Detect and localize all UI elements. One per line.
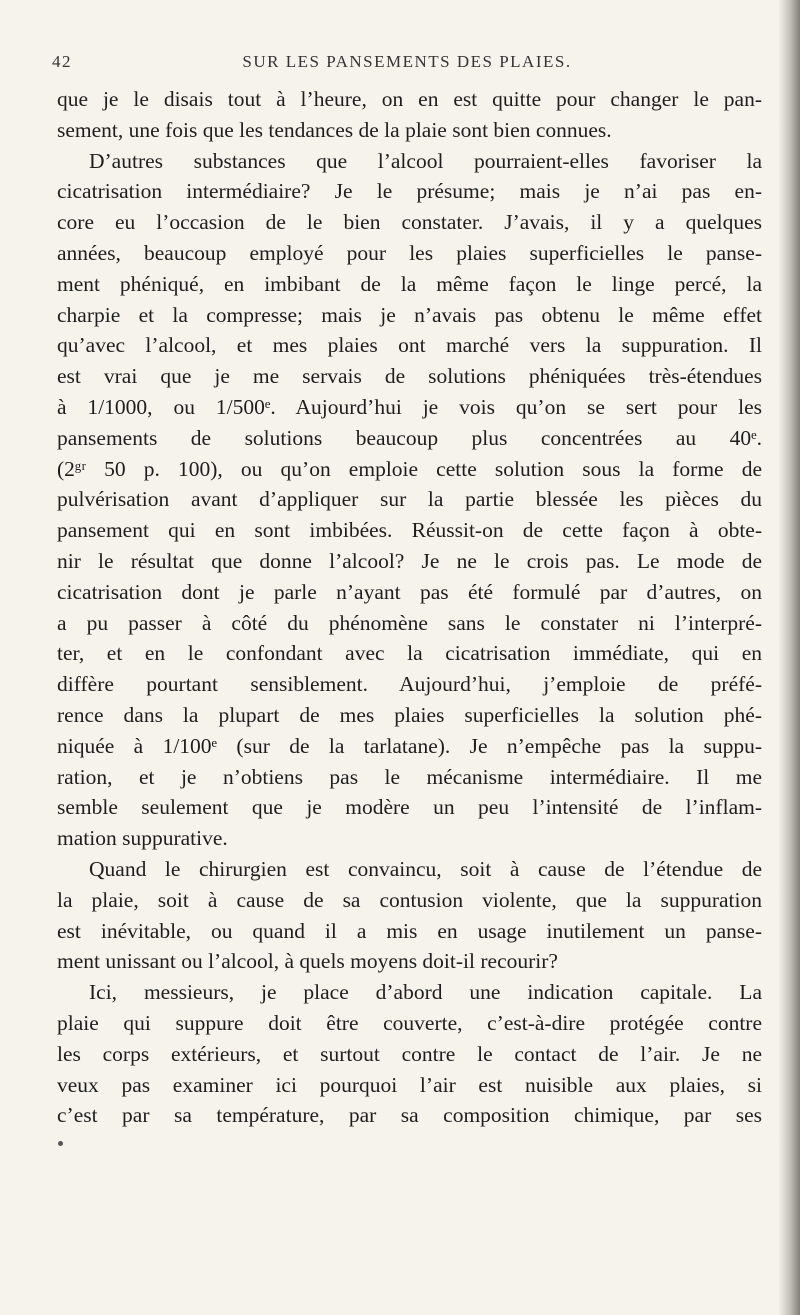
page-header [52, 52, 762, 78]
text-line: (2ᵍʳ 50 p. 100), ou qu’on emploie cette solution sous la forme de [57, 456, 762, 481]
text-line: charpie et la compresse; mais je n’avais pas obtenu le même effet [57, 302, 762, 327]
text-line: Ici, messieurs, je place d’abord une indication capitale. La [89, 980, 762, 1005]
text-line: pansement qui en sont imbibées. Réussit-on de cette façon à obte- [57, 518, 762, 543]
text-line: est vrai que je me servais de solutions phéniquées très-étendues [57, 364, 762, 389]
text-line: qu’avec l’alcool, et mes plaies ont marché vers la suppuration. Il [57, 333, 762, 358]
body-text [57, 84, 762, 1131]
text-line: niquée à 1/100ᵉ (sur de la tarlatane). Je n’empêche pas la suppu- [57, 733, 762, 758]
running-title: SUR LES PANSEMENTS DES PLAIES. [242, 52, 572, 71]
text-line: est inévitable, ou quand il a mis en usage inutilement un panse- [57, 918, 762, 943]
text-line: la plaie, soit à cause de sa contusion violente, que la suppuration [57, 887, 762, 912]
ink-speck [58, 1141, 63, 1146]
text-line: nir le résultat que donne l’alcool? Je ne le crois pas. Le mode de [57, 548, 762, 573]
page-number: 42 [52, 52, 72, 71]
text-line: ment phéniqué, en imbibant de la même façon le linge percé, la [57, 271, 762, 296]
page-edge-shadow [778, 0, 800, 1315]
text-line: cicatrisation intermédiaire? Je le présume; mais je n’ai pas en- [57, 179, 762, 204]
text-line: sement, une fois que les tendances de la plaie sont bien connues. [57, 117, 612, 142]
text-line: pansements de solutions beaucoup plus concentrées au 40ᵉ. [57, 425, 762, 450]
text-line: diffère pourtant sensiblement. Aujourd’hui, j’emploie de préfé- [57, 672, 762, 697]
text-line: les corps extérieurs, et surtout contre le contact de l’air. Je ne [57, 1041, 762, 1066]
text-line: années, beaucoup employé pour les plaies superficielles le panse- [57, 240, 762, 265]
text-line: ment unissant ou l’alcool, à quels moyens doit-il recourir? [57, 949, 558, 974]
text-line: D’autres substances que l’alcool pourraient-elles favoriser la [89, 148, 762, 173]
text-line: a pu passer à côté du phénomène sans le constater ni l’interpré- [57, 610, 762, 635]
text-line: que je le disais tout à l’heure, on en est quitte pour changer le pan- [57, 87, 762, 111]
text-line: Quand le chirurgien est convaincu, soit à cause de l’étendue de [89, 856, 762, 881]
text-line: rence dans la plupart de mes plaies superficielles la solution phé- [57, 702, 762, 727]
text-line: cicatrisation dont je parle n’ayant pas été formulé par d’autres, on [57, 579, 762, 604]
text-line: plaie qui suppure doit être couverte, c’est-à-dire protégée contre [57, 1010, 762, 1035]
text-line: c’est par sa température, par sa composition chimique, par ses [57, 1103, 762, 1128]
text-line: mation suppurative. [57, 826, 228, 851]
text-line: ter, et en le confondant avec la cicatrisation immédiate, qui en [57, 641, 762, 666]
text-line: à 1/1000, ou 1/500ᵉ. Aujourd’hui je vois qu’on se sert pour les [57, 394, 762, 419]
text-line: semble seulement que je modère un peu l’intensité de l’inflam- [57, 795, 762, 820]
text-line: pulvérisation avant d’appliquer sur la partie blessée les pièces du [57, 487, 762, 512]
text-line: ration, et je n’obtiens pas le mécanisme intermédiaire. Il me [57, 764, 762, 789]
text-line: veux pas examiner ici pourquoi l’air est nuisible aux plaies, si [57, 1072, 762, 1097]
text-line: core eu l’occasion de le bien constater. J’avais, il y a quelques [57, 210, 762, 235]
